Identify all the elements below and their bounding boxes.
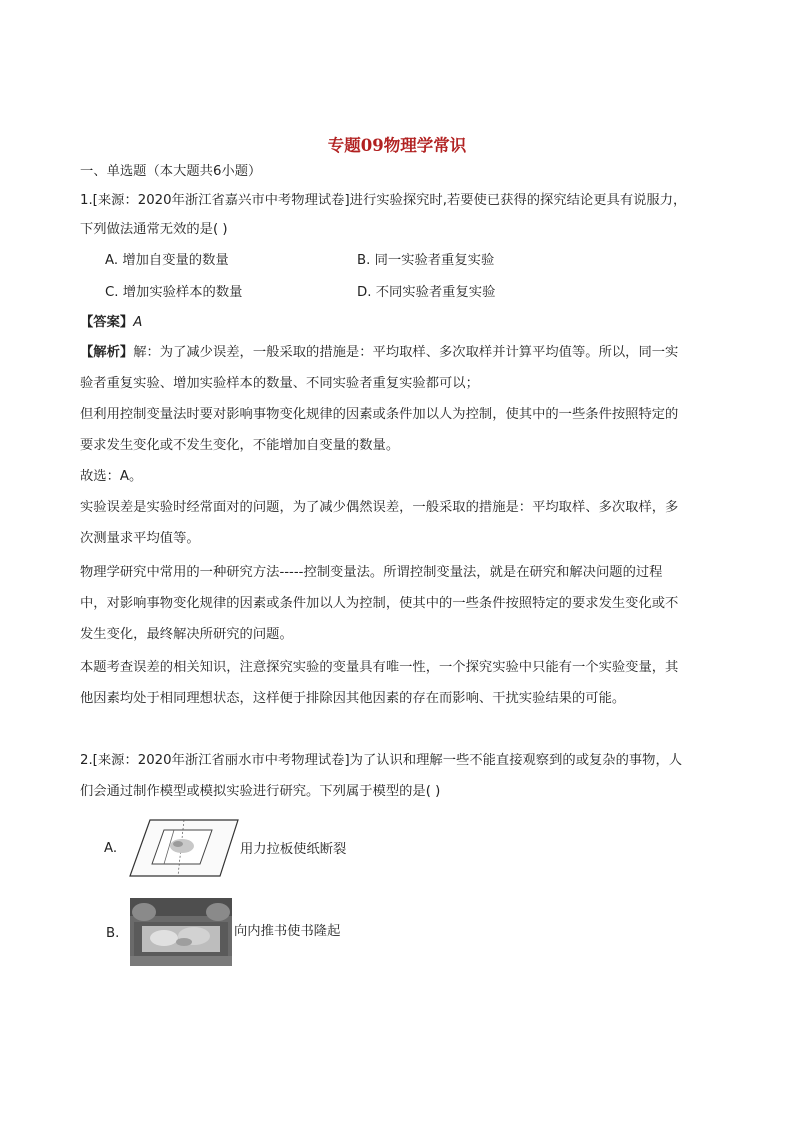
q1-analysis-line-10: 发生变化，最终解决所研究的问题。 [80, 627, 293, 642]
q1-answer [80, 314, 142, 332]
q1-option-b: B. 同一实验者重复实验 [357, 253, 495, 268]
q1-stem-line-1: 1.[来源：2020年浙江省嘉兴市中考物理试卷]进行实验探究时,若要使已获得的探究结论更具有说服力， [80, 193, 687, 208]
q1-analysis-line-5: 故选：A。 [80, 469, 143, 484]
answer-label: 【答案】 [80, 315, 134, 330]
page-title: 专题09物理学常识 [327, 136, 467, 155]
q2-option-b-photo [130, 898, 232, 966]
q1-analysis-line-2: 验者重复实验、增加实验样本的数量、不同实验者重复实验都可以； [80, 376, 479, 391]
q1-analysis-line-8: 物理学研究中常用的一种研究方法-----控制变量法。所谓控制变量法，就是在研究和解决问题的过程 [80, 565, 663, 580]
analysis-label: 【解析】 [80, 345, 134, 360]
q1-analysis-line-7: 次测量求平均值等。 [80, 531, 200, 546]
q2-option-b-letter: B. [106, 926, 120, 941]
q2-option-a-letter: A. [104, 841, 118, 856]
q1-analysis-line-11: 本题考查误差的相关知识，注意探究实验的变量具有唯一性，一个探究实验中只能有一个实验变量，其 [80, 660, 679, 675]
q1-analysis-line-1 [80, 344, 678, 362]
q2-option-a-caption: 用力拉板使纸断裂 [240, 842, 347, 857]
section-heading: 一、单选题（本大题共6小题） [80, 164, 262, 179]
q2-option-b-caption: 向内推书使书隆起 [234, 924, 341, 939]
q2-stem-line-2: 们会通过制作模型或模拟实验进行研究。下列属于模型的是( ) [80, 784, 441, 799]
q1-analysis-line-9: 中，对影响事物变化规律的因素或条件加以人为控制，使其中的一些条件按照特定的要求发生变化或不 [80, 596, 679, 611]
q1-analysis-line-4: 要求发生变化或不发生变化，不能增加自变量的数量。 [80, 438, 400, 453]
q1-stem-line-2: 下列做法通常无效的是( ) [80, 222, 228, 237]
q2-option-a-image [128, 818, 240, 878]
q1-analysis-line-12: 他因素均处于相同理想状态，这样便于排除因其他因素的存在而影响、干扰实验结果的可能。 [80, 691, 626, 706]
q2-stem-line-1: 2.[来源：2020年浙江省丽水市中考物理试卷]为了认识和理解一些不能直接观察到的或复杂的事物，人 [80, 753, 683, 768]
q1-option-a: A. 增加自变量的数量 [105, 253, 229, 268]
q1-analysis-line-6: 实验误差是实验时经常面对的问题，为了减少偶然误差，一般采取的措施是：平均取样、多次取样，多 [80, 500, 679, 515]
q1-option-d: D. 不同实验者重复实验 [357, 285, 496, 300]
q1-option-c: C. 增加实验样本的数量 [105, 285, 243, 300]
analysis-text: 解：为了减少误差，一般采取的措施是：平均取样、多次取样并计算平均值等。所以，同一实 [133, 345, 679, 360]
q1-analysis-line-3: 但利用控制变量法时要对影响事物变化规律的因素或条件加以人为控制，使其中的一些条件按照特定的 [80, 407, 679, 422]
answer-value: A [133, 315, 143, 330]
